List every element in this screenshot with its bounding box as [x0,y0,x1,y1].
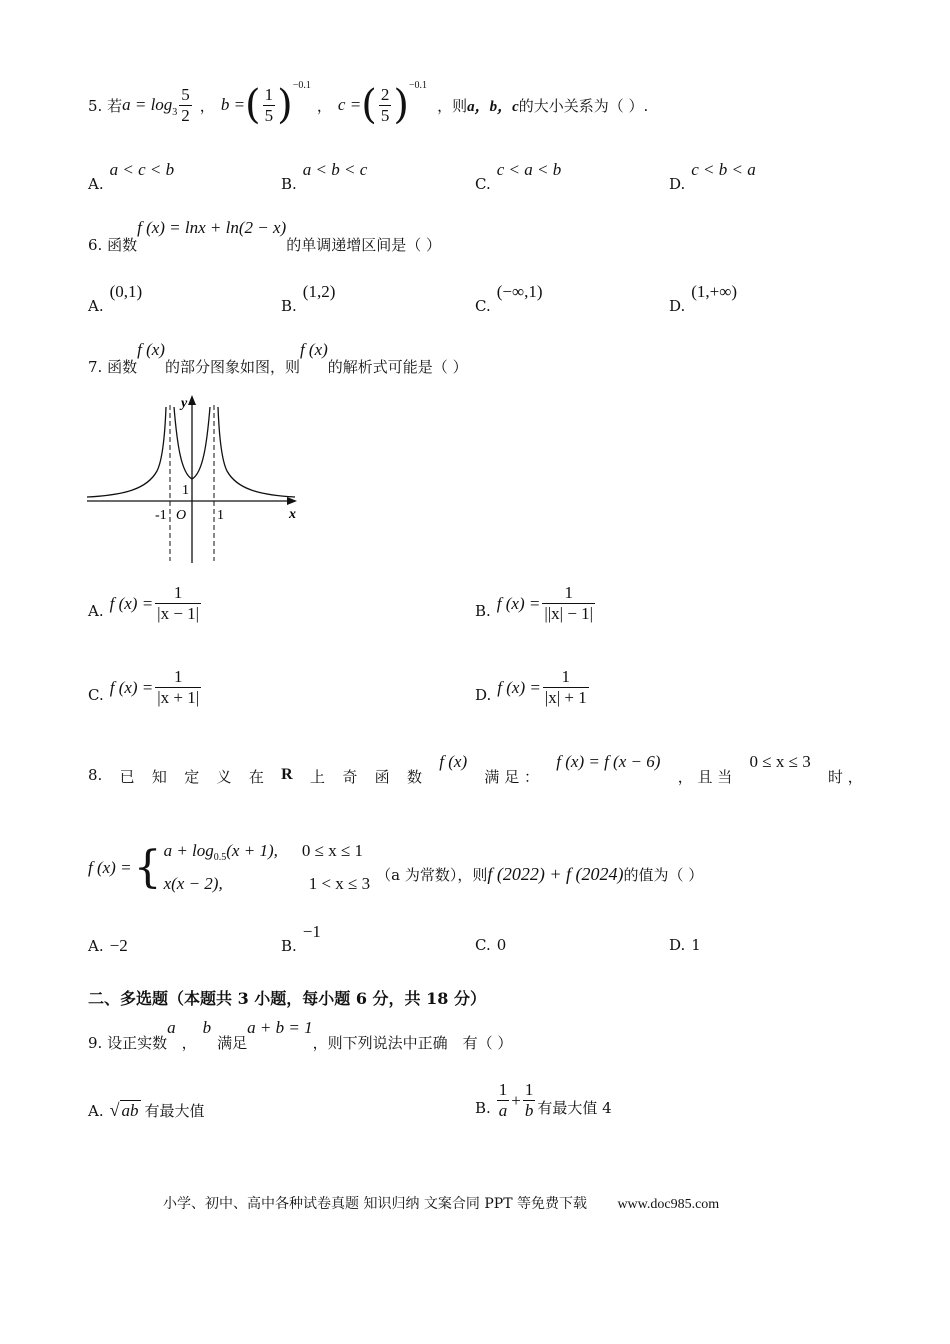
q5-vars: a，b，c [467,98,519,115]
q9-stem: 9. 设正实数 a ， b 满足 a + b = 1 ，则下列说法中正确 有（ ） [88,1018,513,1052]
q5-a-expr: a = log [122,95,173,114]
q8-option-d[interactable]: D. 1 [669,936,701,954]
q5-option-d[interactable]: D.c < b < a [669,160,756,193]
q8-option-b[interactable]: B.−1 [281,922,321,955]
tick-label-y-1: 1 [182,483,189,498]
curve-left-branch [87,407,166,497]
q5-option-a[interactable]: A.a < c < b [88,160,175,193]
tick-label-x-1: 1 [217,508,224,523]
q6-option-c[interactable]: C.(−∞,1) [475,282,543,315]
q5-b-expr: b = [220,95,246,114]
footer-text: 小学、初中、高中各种试卷真题 知识归纳 文案合同 PPT 等免费下载 [163,1196,587,1212]
q9-option-a[interactable]: A. √ ab 有最大值 [88,1100,205,1120]
q6-option-d[interactable]: D.(1,+∞) [669,282,738,315]
q9-option-a-radicand: ab [121,1101,139,1120]
q5-tail: 的大小关系为（ ）. [518,96,649,115]
q8-condition: 0 ≤ x ≤ 3 [749,752,811,771]
q8-fx: f (x) [439,752,468,771]
q5-c-exp: −0.1 [408,80,428,91]
q5-b-fraction: $\frac{1}{5}$ [264,84,274,125]
q5-suffix: ，则 [437,96,468,115]
section-title: 二、多选题（本题共 3 小题，每小题 6 分，共 18 分） [88,989,486,1008]
q5-option-b[interactable]: B.a < b < c [281,160,368,193]
q6-expr: f (x) = lnx + ln(2 − x) [137,218,287,237]
q8-stem-line1: 8. 已 知 定 义 在 R 上 奇 函 数 f (x) 满 足 ： f (x) = f (x − 6) ， 且 当 0 ≤ x ≤ 3 时 ， [88,752,863,786]
q7-fx-2: f (x) [299,340,328,359]
q5-stem: 5. 若 a = log $_3$ $\frac{5}{2}$ ， b = ( $\frac{1}{5}$ ) $^{-0.1}$ ， c = ( $\frac{2}{5}$ ) $^{-0.1}$ ，则 a，b，c 的大小关系为（ ）. [88,80,649,128]
q8-option-a[interactable]: A. −2 [88,936,128,955]
q7-option-d[interactable]: D. f (x) = $\frac{1}{|x| + 1}$ [475,667,587,707]
q8-sum: f (2022) + f (2024) [487,864,624,884]
q5-a-base: 3 [172,106,178,118]
q5-option-c[interactable]: C.c < a < b [475,160,562,193]
q7-fx: f (x) [137,340,165,359]
origin-label: O [176,508,187,523]
x-axis-label: x [289,507,296,522]
q5-prefix: 5. 若 [88,96,123,115]
q8-option-c[interactable]: C. 0 [475,936,507,954]
q9-option-b[interactable]: B. $\frac{1}{a}$ + $\frac{1}{b}$ 有最大值 4 [475,1080,612,1120]
q6-option-a[interactable]: A.(0,1) [88,282,143,315]
footer [163,1193,719,1213]
tick-label-neg-1: -1 [155,508,167,523]
q6-stem: 6. 函数 f (x) = lnx + ln(2 − x) 的单调递增区间是（ ） [88,218,441,254]
q7-stem: 7. 函数 f (x) 的部分图象如图，则 f (x) 的解析式可能是（ ） [88,340,468,376]
q7-function-graph [85,393,305,565]
q6-option-b[interactable]: B.(1,2) [281,282,336,315]
q5-b-exp: −0.1 [292,80,311,91]
q7-option-a[interactable]: A. f (x) = $\frac{1}{|x - 1|}$ [88,583,200,623]
q5-c-expr: c = [337,95,362,114]
y-axis-arrow [188,395,196,405]
q8-relation: f (x) = f (x − 6) [556,752,661,771]
q8-piecewise-line: f (x) = { $a + \log_{0.5}(x + 1)$, 0 ≤ x ≤ 1 x(x − 2), 1 < x ≤ 3 （a 为常数），则 f (2022) + f (2024) 的值为（ ） [88,838,703,897]
q7-option-b[interactable]: B. f (x) = $\frac{1}{||x| - 1|}$ [475,583,594,623]
curve-right-branch [218,407,295,497]
q8-piecewise-cases: $a + \log_{0.5}(x + 1)$, 0 ≤ x ≤ 1 x(x − 2), 1 < x ≤ 3 [163,841,371,893]
x-axis-arrow [287,497,297,505]
q5-a-fraction: $\frac{5}{2}$ [181,84,190,125]
footer-url[interactable]: www.doc985.com [617,1197,720,1212]
y-axis-label: y [181,396,188,411]
q7-option-c[interactable]: C. f (x) = $\frac{1}{|x + 1|}$ [88,667,200,707]
q5-c-fraction: $\frac{2}{5}$ [380,84,390,125]
